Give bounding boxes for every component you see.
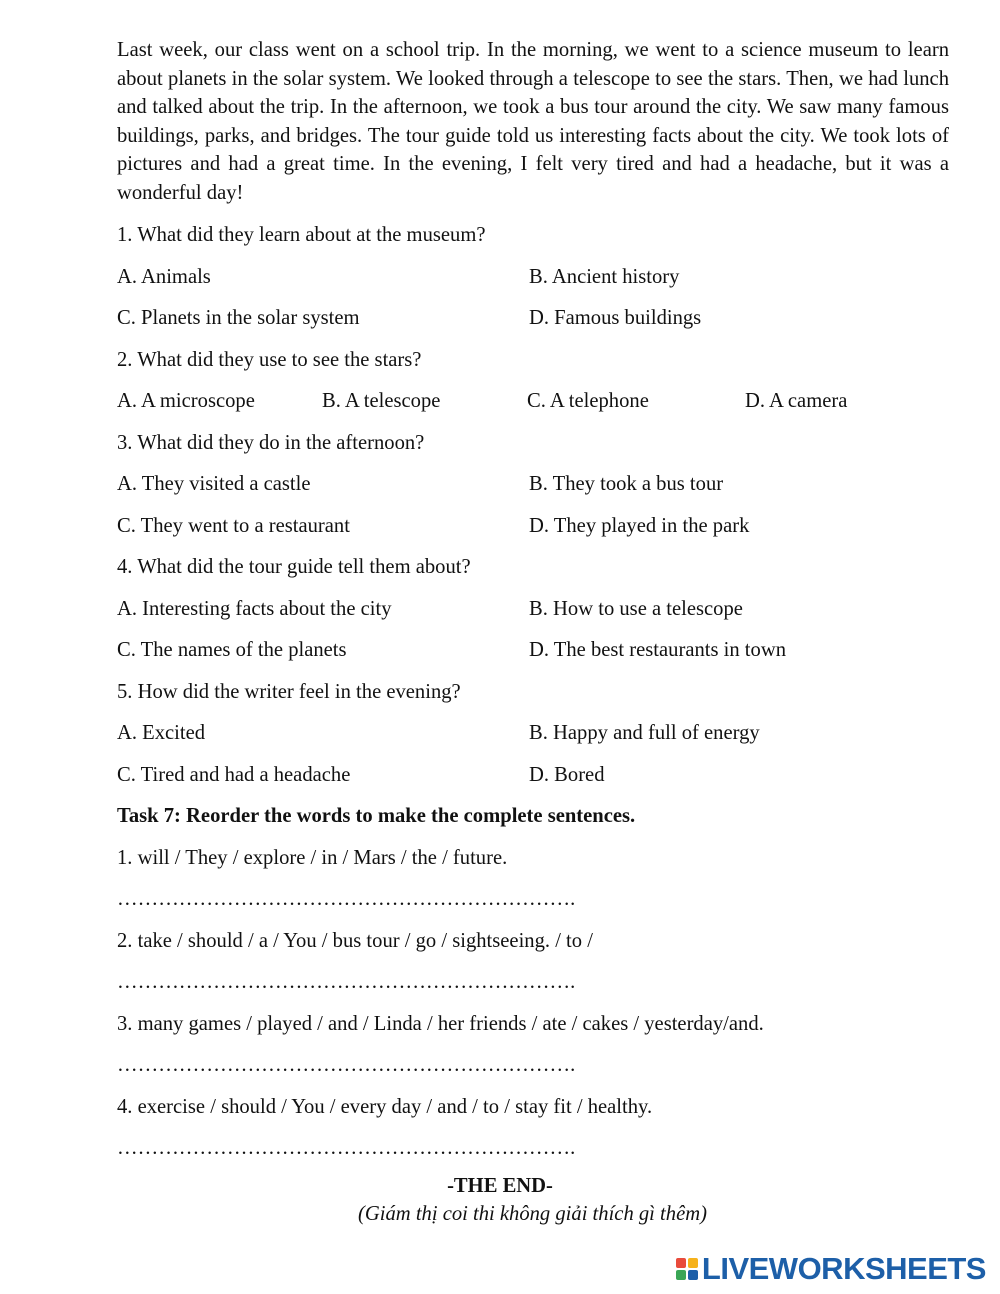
option-q1-d[interactable]: D. Famous buildings bbox=[529, 307, 702, 329]
option-q4-d[interactable]: D. The best restaurants in town bbox=[529, 639, 786, 661]
question-4-options-row-2 bbox=[117, 636, 967, 664]
task-7-heading: Task 7: Reorder the words to make the complete sentences. bbox=[117, 805, 636, 827]
question-1-options-row-2 bbox=[117, 304, 967, 332]
option-q4-a[interactable]: A. Interesting facts about the city bbox=[117, 597, 392, 620]
reading-passage: Last week, our class went on a school trip. In the morning, we went to a science museum to learn about planets in the solar system. We looked through a telescope to see the stars. Then, we had lunch and talked about the trip. In the afternoon, we took a bus tour around the city. We saw many famous buildings, parks, and bridges. The tour guide told us interesting facts about the city. We took lots of pictures and had a great time. In the evening, I felt very tired and had a headache, but it was a wonderful day! bbox=[117, 39, 949, 204]
option-q1-b[interactable]: B. Ancient history bbox=[529, 265, 680, 288]
worksheet-page bbox=[117, 36, 967, 1176]
question-1: 1. What did they learn about at the museum? bbox=[117, 224, 486, 246]
reorder-prompt-4: 4. exercise / should / You / every day / and / to / stay fit / healthy. bbox=[117, 1095, 653, 1118]
proctor-note: (Giám thị coi thi không giải thích gì thêm) bbox=[358, 1203, 707, 1225]
option-q4-c[interactable]: C. The names of the planets bbox=[117, 639, 347, 661]
option-q2-c[interactable]: C. A telephone bbox=[527, 390, 649, 412]
answer-field-4[interactable]: …………………………………………………………. bbox=[117, 1137, 576, 1159]
question-5-options-row-2 bbox=[117, 761, 967, 789]
question-3-options-row-1 bbox=[117, 470, 967, 498]
option-q3-c[interactable]: C. They went to a restaurant bbox=[117, 514, 350, 537]
question-1-options-row-1 bbox=[117, 263, 967, 291]
reorder-prompt-3: 3. many games / played / and / Linda / her friends / ate / cakes / yesterday/and. bbox=[117, 1012, 764, 1035]
question-3: 3. What did they do in the afternoon? bbox=[117, 431, 425, 454]
reorder-prompt-1: 1. will / They / explore / in / Mars / the / future. bbox=[117, 846, 508, 869]
liveworksheets-logo-icon bbox=[676, 1258, 698, 1280]
question-4-options-row-1 bbox=[117, 595, 967, 623]
option-q5-a[interactable]: A. Excited bbox=[117, 722, 206, 744]
option-q5-b[interactable]: B. Happy and full of energy bbox=[529, 722, 760, 744]
option-q5-c[interactable]: C. Tired and had a headache bbox=[117, 763, 351, 786]
option-q2-d[interactable]: D. A camera bbox=[745, 390, 848, 412]
question-5-options-row-1 bbox=[117, 719, 967, 747]
answer-field-2[interactable]: …………………………………………………………. bbox=[117, 971, 576, 993]
answer-field-3[interactable]: …………………………………………………………. bbox=[117, 1054, 576, 1076]
option-q1-c[interactable]: C. Planets in the solar system bbox=[117, 307, 360, 329]
option-q1-a[interactable]: A. Animals bbox=[117, 265, 211, 288]
liveworksheets-wordmark: LIVEWORKSHEETS bbox=[701, 1251, 986, 1286]
question-2: 2. What did they use to see the stars? bbox=[117, 348, 422, 371]
option-q4-b[interactable]: B. How to use a telescope bbox=[529, 597, 743, 620]
option-q3-d[interactable]: D. They played in the park bbox=[529, 514, 750, 537]
option-q5-d[interactable]: D. Bored bbox=[529, 763, 605, 786]
option-q3-b[interactable]: B. They took a bus tour bbox=[529, 473, 724, 495]
question-4: 4. What did the tour guide tell them about? bbox=[117, 556, 471, 578]
reorder-prompt-2: 2. take / should / a / You / bus tour / go / sightseeing. / to / bbox=[117, 929, 593, 952]
answer-field-1[interactable]: …………………………………………………………. bbox=[117, 888, 576, 910]
question-2-options-row bbox=[117, 387, 967, 415]
option-q2-a[interactable]: A. A microscope bbox=[117, 390, 255, 412]
option-q2-b[interactable]: B. A telescope bbox=[322, 390, 441, 412]
question-5: 5. How did the writer feel in the evening? bbox=[117, 680, 461, 703]
option-q3-a[interactable]: A. They visited a castle bbox=[117, 473, 311, 495]
liveworksheets-logo bbox=[676, 1252, 986, 1286]
question-3-options-row-2 bbox=[117, 512, 967, 540]
the-end-label: -THE END- bbox=[447, 1175, 553, 1197]
